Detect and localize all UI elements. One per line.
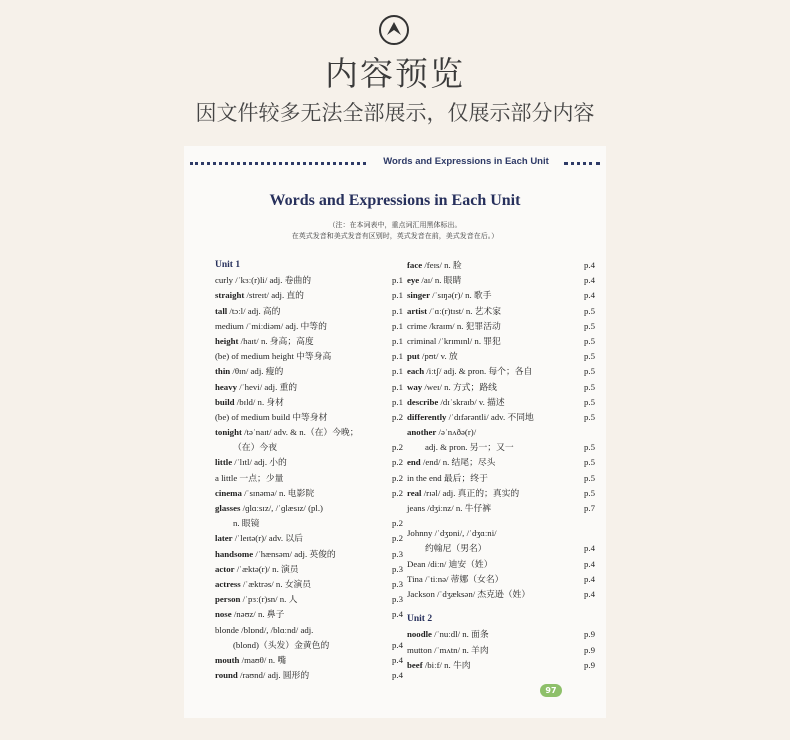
page-number-badge: 97: [540, 684, 562, 697]
entry-text: [215, 503, 323, 513]
word-entry: [215, 395, 403, 410]
document-note: [184, 220, 606, 242]
dotted-rule-left: [190, 162, 366, 165]
entry-page-ref: p.2: [392, 518, 403, 529]
word-entry: [407, 334, 595, 349]
entry-definition: Dean /diːn/ 迪安（姓）: [407, 558, 493, 569]
entry-page-ref: p.2: [392, 411, 403, 422]
entry-definition: /ˈæktə(r)/ n. 演员: [234, 563, 299, 574]
word-entry: [215, 334, 403, 349]
headword: little: [215, 457, 233, 468]
word-entry: [407, 627, 595, 642]
entry-page-ref: p.7: [584, 503, 595, 513]
word-entry: [215, 364, 403, 379]
word-entry: [215, 547, 403, 562]
headword: build: [215, 396, 235, 407]
entry-page-ref: p.4: [584, 543, 595, 554]
entry-page-ref: p.5: [584, 351, 595, 362]
headword: each: [407, 366, 425, 377]
entry-page-ref: p.5: [584, 472, 595, 483]
word-entry: [215, 592, 403, 607]
entry-text: [407, 427, 476, 437]
entry-definition: n. 眼镜: [233, 518, 260, 529]
entry-definition: /ɡlɑːsɪz/, /ˈɡlæsɪz/ (pl.): [240, 503, 323, 513]
headword: singer: [407, 290, 430, 301]
word-entry: [407, 455, 595, 470]
entry-text: [215, 625, 313, 635]
entry-page-ref: p.3: [392, 563, 403, 574]
entry-definition: blonde /blɒnd/, /blɑːnd/ adj.: [215, 624, 314, 635]
entry-definition: /iːtʃ/ adj. & pron. 每个；各自: [424, 366, 533, 377]
entry-definition: /rɪəl/ adj. 真正的；真实的: [421, 487, 520, 498]
entry-text: [407, 629, 489, 639]
entry-text: [215, 640, 329, 650]
entry-definition: /ˈhænsəm/ adj. 英俊的: [253, 548, 336, 559]
word-entry: [407, 486, 595, 501]
entry-page-ref: p.5: [584, 366, 595, 377]
entry-definition: Johnny /ˈdʒɒni/, /ˈdʒɑːni/: [407, 528, 497, 539]
word-entry: [407, 258, 595, 273]
entry-page-ref: p.1: [392, 351, 403, 362]
entry-definition: Unit 2: [407, 614, 433, 625]
entry-text: [407, 473, 488, 483]
word-entry: [407, 319, 595, 334]
word-entry: [407, 572, 595, 587]
word-entry: [215, 607, 403, 622]
entry-text: [407, 412, 534, 422]
entry-definition: /ˈhevi/ adj. 重的: [237, 381, 298, 392]
entry-definition: /təˈnaɪt/ adv. & n.（在）今晚；: [241, 427, 359, 438]
entry-text: [407, 366, 532, 376]
entry-text: [215, 655, 286, 665]
word-entry: [407, 425, 587, 440]
entry-definition: /ˈdɪfərəntli/ adv. 不同地: [446, 411, 534, 422]
entry-definition: /biːf/ n. 牛肉: [422, 659, 471, 670]
entry-text: [215, 579, 311, 589]
entry-text: [215, 382, 297, 392]
word-entry: [407, 643, 595, 658]
word-entry: [215, 486, 403, 501]
entry-page-ref: p.5: [584, 396, 595, 407]
entry-page-ref: p.5: [584, 320, 595, 331]
entry-definition: crime /kraɪm/ n. 犯罪活动: [407, 320, 501, 331]
word-entry: [407, 471, 595, 486]
document-heading: Words and Expressions in Each Unit: [269, 192, 521, 209]
word-entry: [215, 653, 403, 668]
word-entry: [215, 304, 403, 319]
entry-page-ref: p.9: [584, 644, 595, 655]
entry-text: [215, 564, 299, 574]
headword: end: [407, 457, 421, 468]
entry-definition: (be) of medium height 中等身高: [215, 351, 332, 362]
word-entry: [407, 440, 595, 455]
entry-definition: /bɪld/ n. 身材: [234, 396, 284, 407]
entry-page-ref: p.2: [392, 487, 403, 498]
word-entry: [215, 273, 403, 288]
entry-page-ref: p.1: [392, 320, 403, 331]
entry-page-ref: p.9: [584, 659, 595, 670]
word-entry: [215, 455, 403, 470]
word-entry: [407, 541, 595, 556]
word-entry: [215, 577, 403, 592]
running-header-text: Words and Expressions in Each Unit: [383, 156, 549, 167]
entry-text: [407, 488, 519, 498]
entry-text: [407, 457, 495, 467]
entry-page-ref: p.2: [392, 457, 403, 468]
entry-page-ref: p.1: [392, 396, 403, 407]
word-list-left-column: [215, 258, 403, 683]
entry-text: [215, 457, 287, 467]
entry-definition: Jackson /ˈdʒæksən/ 杰克逊（姓）: [407, 588, 531, 599]
entry-text: [215, 351, 331, 361]
entry-text: [215, 594, 297, 604]
entry-definition: /pʊt/ v. 放: [419, 351, 458, 362]
headword: noodle: [407, 629, 432, 640]
entry-text: [215, 427, 359, 437]
entry-definition: （在）今夜: [233, 442, 277, 453]
word-entry: [407, 587, 595, 602]
headword: later: [215, 533, 233, 544]
entry-text: [215, 549, 336, 559]
entry-page-ref: p.4: [392, 609, 403, 620]
entry-definition: /ˈæktrəs/ n. 女演员: [240, 578, 312, 589]
word-entry: [407, 304, 595, 319]
unit-heading: [215, 258, 395, 273]
dotted-rule-right: [564, 162, 600, 165]
word-entry: [215, 501, 395, 516]
entry-page-ref: p.3: [392, 578, 403, 589]
word-entry: [215, 531, 403, 546]
entry-page-ref: p.5: [584, 442, 595, 453]
entry-definition: /ˈɑː(r)tɪst/ n. 艺术家: [427, 305, 502, 316]
entry-definition: Tina /ˈtiːnə/ 蒂娜（女名）: [407, 573, 504, 584]
headword: tall: [215, 305, 228, 316]
note-line-1: （注：在本词表中，重点词汇用黑体标出。: [328, 221, 462, 229]
entry-text: [407, 351, 458, 361]
entry-text: [215, 397, 284, 407]
entry-definition: /aɪ/ n. 眼睛: [419, 275, 462, 286]
word-entry: [407, 380, 595, 395]
entry-definition: in the end 最后；终于: [407, 472, 488, 483]
headword: cinema: [215, 487, 242, 498]
headword: handsome: [215, 548, 254, 559]
entry-definition: /tɔːl/ adj. 高的: [227, 305, 281, 316]
word-entry: [215, 562, 403, 577]
headword: real: [407, 487, 422, 498]
entry-page-ref: p.4: [584, 573, 595, 584]
entry-text: [407, 528, 497, 538]
entry-text: [215, 366, 283, 376]
entry-text: [407, 336, 501, 346]
entry-definition: medium /ˈmiːdiəm/ adj. 中等的: [215, 320, 327, 331]
word-entry: [215, 288, 403, 303]
entry-text: [215, 670, 309, 680]
word-entry: [215, 410, 403, 425]
entry-text: [407, 645, 489, 655]
entry-text: [407, 321, 501, 331]
entry-text: [407, 382, 497, 392]
headword: describe: [407, 396, 439, 407]
entry-definition: criminal /ˈkrɪmɪnl/ n. 罪犯: [407, 335, 501, 346]
entry-page-ref: p.2: [392, 472, 403, 483]
headword: height: [215, 335, 239, 346]
entry-text: [215, 488, 314, 498]
document-page: [184, 146, 606, 718]
section-subtitle: 因文件较多无法全部展示，仅展示部分内容: [195, 101, 595, 125]
entry-text: [215, 306, 280, 316]
entry-page-ref: p.3: [392, 594, 403, 605]
headword: straight: [215, 290, 245, 301]
entry-page-ref: p.9: [584, 629, 595, 640]
headword: put: [407, 351, 420, 362]
headword: beef: [407, 659, 423, 670]
entry-text: [407, 559, 493, 569]
entry-page-ref: p.5: [584, 335, 595, 346]
entry-definition: curly /ˈkɜː(r)li/ adj. 卷曲的: [215, 275, 312, 286]
entry-page-ref: p.4: [584, 558, 595, 569]
word-entry: [407, 288, 595, 303]
entry-definition: adj. & pron. 另一；又一: [425, 442, 514, 453]
entry-definition: a little 一点；少量: [215, 472, 284, 483]
headword: way: [407, 381, 423, 392]
word-entry: [407, 557, 595, 572]
word-entry: [215, 516, 403, 531]
entry-definition: /feɪs/ n. 脸: [422, 260, 462, 270]
headword: actor: [215, 563, 235, 574]
entry-page-ref: p.4: [584, 588, 595, 599]
entry-text: [407, 574, 503, 584]
headword: heavy: [215, 381, 237, 392]
entry-text: [407, 260, 462, 270]
entry-text: [215, 518, 259, 528]
word-entry: [215, 638, 403, 653]
entry-definition: /streɪt/ adj. 直的: [244, 290, 304, 301]
entry-page-ref: p.5: [584, 381, 595, 392]
spacer: [407, 516, 587, 526]
word-entry: [215, 349, 403, 364]
section-title: 内容预览: [325, 54, 465, 93]
entry-definition: /ˈnuːdl/ n. 面条: [431, 629, 489, 640]
running-header: [190, 156, 600, 172]
entry-page-ref: p.4: [392, 639, 403, 650]
entry-text: [215, 442, 277, 452]
entry-definition: /weɪ/ n. 方式；路线: [422, 381, 497, 392]
word-entry: [407, 349, 595, 364]
entry-page-ref: p.1: [392, 366, 403, 377]
entry-text: [407, 306, 501, 316]
entry-definition: /ˈpɜː(r)sn/ n. 人: [240, 594, 298, 605]
word-entry: [407, 658, 595, 673]
word-entry: [215, 471, 403, 486]
entry-definition: /ˈsɪnəmə/ n. 电影院: [241, 487, 315, 498]
entry-page-ref: p.1: [392, 275, 403, 286]
entry-page-ref: p.5: [584, 305, 595, 316]
entry-text: [407, 290, 492, 300]
entry-definition: jeans /dʒiːnz/ n. 牛仔裤: [407, 503, 492, 513]
entry-text: [407, 275, 461, 285]
headword: glasses: [215, 503, 241, 513]
entry-text: [215, 412, 327, 422]
entry-text: [215, 321, 327, 331]
word-entry: [215, 380, 403, 395]
spacer: [407, 602, 587, 612]
headword: actress: [215, 578, 241, 589]
entry-text: [407, 503, 491, 513]
entry-page-ref: p.4: [584, 275, 595, 286]
entry-definition: (blond)（头发）金黄色的: [233, 639, 330, 650]
entry-definition: /dɪˈskraɪb/ v. 描述: [438, 396, 505, 407]
entry-definition: /end/ n. 结尾；尽头: [420, 457, 496, 468]
entry-page-ref: p.2: [392, 442, 403, 453]
word-list-right-column: [407, 258, 595, 673]
entry-definition: (be) of medium build 中等身材: [215, 411, 328, 422]
word-entry: [407, 501, 595, 516]
entry-text: [215, 473, 283, 483]
headword: thin: [215, 366, 231, 377]
entry-definition: /maʊθ/ n. 嘴: [239, 654, 287, 665]
headword: tonight: [215, 427, 242, 438]
word-entry: [407, 364, 595, 379]
word-entry: [215, 623, 395, 638]
entry-definition: /əˈnʌðə(r)/: [436, 427, 477, 438]
entry-page-ref: p.3: [392, 548, 403, 559]
entry-definition: /ˈlɪtl/ adj. 小的: [232, 457, 287, 468]
entry-text: [215, 336, 314, 346]
entry-page-ref: p.5: [584, 457, 595, 468]
entry-page-ref: p.1: [392, 335, 403, 346]
entry-page-ref: p.2: [392, 533, 403, 544]
word-entry: [407, 395, 595, 410]
entry-text: [407, 543, 487, 553]
entry-text: [407, 589, 530, 599]
unit-heading: [407, 612, 587, 627]
headword: artist: [407, 305, 428, 316]
headword: round: [215, 670, 238, 681]
note-line-2: 在英式发音和美式发音有区别时，英式发音在前，美式发音在后。）: [291, 232, 499, 240]
entry-definition: /haɪt/ n. 身高；高度: [238, 335, 314, 346]
headword: person: [215, 594, 241, 605]
word-entry: [407, 273, 595, 288]
entry-definition: /raʊnd/ adj. 圆形的: [237, 670, 310, 681]
headword: face: [407, 260, 423, 270]
word-entry: [407, 526, 587, 541]
entry-page-ref: p.5: [584, 411, 595, 422]
word-entry: [215, 425, 395, 440]
entry-text: [215, 275, 311, 285]
entry-text: [215, 533, 303, 543]
entry-page-ref: p.1: [392, 381, 403, 392]
headword: mouth: [215, 654, 240, 665]
entry-text: [215, 260, 240, 270]
entry-page-ref: p.4: [584, 260, 595, 270]
entry-definition: mutton /ˈmʌtn/ n. 羊肉: [407, 644, 489, 655]
entry-text: [215, 290, 304, 300]
entry-definition: /ˈleɪtə(r)/ adv. 以后: [232, 533, 303, 544]
entry-page-ref: p.4: [392, 654, 403, 665]
headword: eye: [407, 275, 420, 286]
entry-text: [215, 609, 284, 619]
word-entry: [215, 668, 403, 683]
headword: another: [407, 427, 437, 438]
up-arrow-logo-icon: [378, 14, 410, 46]
entry-text: [407, 397, 505, 407]
entry-text: [407, 614, 432, 624]
entry-page-ref: p.1: [392, 305, 403, 316]
word-entry: [215, 440, 403, 455]
headword: nose: [215, 609, 232, 620]
entry-definition: /nəʊz/ n. 鼻子: [231, 609, 285, 620]
entry-page-ref: p.4: [392, 670, 403, 681]
entry-text: [407, 660, 471, 670]
entry-definition: /θɪn/ adj. 瘦的: [230, 366, 284, 377]
entry-page-ref: p.5: [584, 487, 595, 498]
entry-definition: 约翰尼（男名）: [425, 543, 487, 554]
entry-definition: /ˈsɪŋə(r)/ n. 歌手: [429, 290, 492, 301]
headword: differently: [407, 411, 447, 422]
word-entry: [407, 410, 595, 425]
entry-page-ref: p.4: [584, 290, 595, 301]
entry-definition: Unit 1: [215, 260, 241, 270]
entry-page-ref: p.1: [392, 290, 403, 301]
entry-text: [407, 442, 514, 452]
word-entry: [215, 319, 403, 334]
